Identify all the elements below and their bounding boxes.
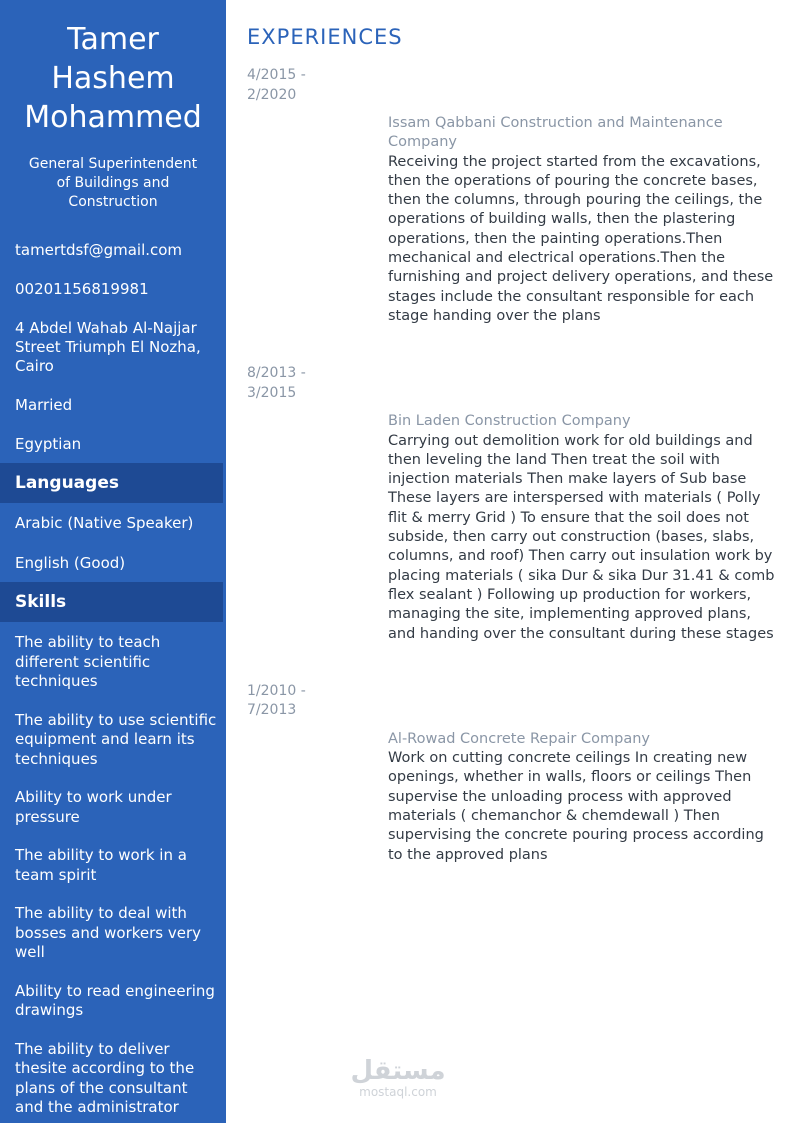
experience-item bbox=[247, 682, 777, 865]
experience-date-end: 2/2020 bbox=[247, 86, 297, 103]
experience-description: Carrying out demolition work for old buildings and then leveling the land Then treat the soil with injection materials Then make layers of Sub base These layers are interspersed with materials ( Polly flit & merry Grid ) To ensure that the soil does not subside, then carry out construction (bases, slabs, columns, and roof) Then carry out insulation work by placing materials ( sika Dur & sika Dur 31.41 & comb flex sealant ) Following up production for workers, managing the site, implementing approved plans, and handing over the consultant during these stages bbox=[388, 432, 775, 642]
language-item: English (Good) bbox=[15, 554, 126, 572]
mostaql-watermark bbox=[350, 1057, 446, 1099]
name-line-last: Mohammed bbox=[24, 100, 202, 135]
candidate-name bbox=[0, 0, 226, 137]
experience-date-start: 1/2010 - bbox=[247, 682, 306, 699]
address: 4 Abdel Wahab Al-Najjar Street Triumph El Nozha, Cairo bbox=[15, 319, 201, 375]
experiences-heading: EXPERIENCES bbox=[247, 25, 403, 49]
skill-item: The ability to work in a team spirit bbox=[15, 846, 187, 884]
marital-status: Married bbox=[15, 396, 73, 414]
email[interactable]: tamertdsf@gmail.com bbox=[15, 241, 183, 259]
skill-item: The ability to use scientific equipment and learn its techniques bbox=[15, 710, 217, 768]
experience-item bbox=[247, 364, 777, 644]
sidebar bbox=[0, 0, 226, 1123]
language-item: Arabic (Native Speaker) bbox=[15, 514, 194, 532]
experience-date-start: 4/2015 - bbox=[247, 67, 306, 83]
phone: 00201156819981 bbox=[15, 280, 149, 298]
nationality: Egyptian bbox=[15, 435, 82, 453]
skills-list bbox=[0, 633, 226, 1118]
languages-heading: Languages bbox=[0, 463, 223, 503]
job-title: General Superintendent of Buildings and Construction bbox=[28, 156, 198, 210]
watermark-url: mostaql.com bbox=[359, 1085, 437, 1099]
skill-item: Ability to read engineering drawings bbox=[15, 981, 215, 1019]
contact-info bbox=[0, 241, 226, 454]
name-line-middle: Hashem bbox=[51, 61, 175, 96]
experience-date-end: 7/2013 bbox=[247, 702, 297, 719]
main-content bbox=[247, 0, 777, 865]
experience-company: Al-Rowad Concrete Repair Company bbox=[388, 730, 650, 747]
experience-date-start: 8/2013 - bbox=[247, 365, 306, 382]
skill-item: The ability to teach different scientific techniques bbox=[15, 633, 161, 690]
languages-list bbox=[0, 514, 226, 573]
skill-item: The ability to deal with bosses and workers very well bbox=[15, 904, 202, 961]
experience-description: Work on cutting concrete ceilings In creating new openings, whether in walls, floors or ceilings Then supervise the unloading process with approved materials ( chemanchor & chemdewall ) Then supervising the concrete pouring process according to the approved plans bbox=[388, 750, 764, 863]
skill-item: Ability to work under pressure bbox=[15, 788, 172, 826]
experience-item bbox=[247, 66, 777, 326]
experience-company: Bin Laden Construction Company bbox=[388, 413, 631, 430]
experience-date-end: 3/2015 bbox=[247, 384, 297, 401]
watermark-logo-text: مستقل bbox=[350, 1056, 446, 1086]
experience-description: Receiving the project started from the excavations, then the operations of pouring the concrete bases, then the columns, through pouring the ceilings, the operations of building walls, then the plastering operations, then the painting operations.Then mechanical and electrical operations.Then the furnishing and project delivery operations, and these stages include the consultant responsible for each stage handing over the plans bbox=[388, 153, 774, 324]
experience-company: Issam Qabbani Construction and Maintenance Company bbox=[388, 115, 723, 151]
skills-heading: Skills bbox=[0, 582, 223, 622]
skill-item: The ability to deliver thesite according to the plans of the consultant and the administrator bbox=[15, 1039, 195, 1116]
name-line-first: Tamer bbox=[67, 22, 159, 57]
